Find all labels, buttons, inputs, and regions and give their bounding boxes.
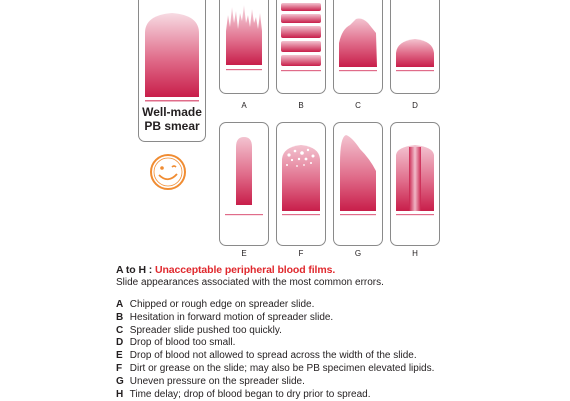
legend-text: Hesitation in forward motion of spreader slide. <box>129 311 334 323</box>
slide-f-letter: F <box>298 249 304 258</box>
legend-item <box>116 312 434 325</box>
well-made-label-line2: PB smear <box>144 119 200 133</box>
legend-text: Uneven pressure on the spreader slide. <box>129 375 305 387</box>
error-legend <box>116 299 434 401</box>
heading <box>116 264 335 276</box>
legend-item <box>116 363 434 376</box>
legend-item <box>116 299 434 312</box>
slide-a-letter: A <box>241 101 247 110</box>
legend-item <box>116 325 434 338</box>
legend-text: Spreader slide pushed too quickly. <box>129 324 282 336</box>
legend-text: Drop of blood too small. <box>129 337 236 349</box>
legend-key: E <box>116 350 123 362</box>
well-made-slide <box>138 0 206 142</box>
heading-subtitle: Slide appearances associated with the most common errors. <box>116 277 384 288</box>
legend-item <box>116 350 434 363</box>
well-made-label <box>139 105 205 133</box>
slide-b <box>276 0 326 94</box>
legend-key: D <box>116 337 124 349</box>
legend-key: A <box>116 299 124 310</box>
legend-item <box>116 389 434 401</box>
slide-h <box>390 122 440 246</box>
slide-c <box>333 0 383 94</box>
legend-text: Chipped or rough edge on spreader slide. <box>129 299 315 310</box>
slide-c-letter: C <box>355 101 361 110</box>
slide-h-letter: H <box>412 249 418 258</box>
slide-a <box>219 0 269 94</box>
slide-b-letter: B <box>298 101 304 110</box>
heading-highlight: Unacceptable peripheral blood films. <box>154 264 336 276</box>
legend-item <box>116 376 434 389</box>
legend-text: Drop of blood not allowed to spread across the width of the slide. <box>129 350 417 362</box>
legend-key: H <box>116 388 124 400</box>
heading-prefix: A to H : <box>116 264 153 276</box>
legend-key: B <box>116 311 124 323</box>
well-made-smear <box>139 0 205 103</box>
legend-text: Dirt or grease on the slide; may also be PB specimen elevated lipids. <box>129 362 435 374</box>
well-made-label-line1: Well-made <box>142 105 202 119</box>
slide-g-letter: G <box>354 249 362 258</box>
slide-d-letter: D <box>412 101 418 110</box>
slide-e-letter: E <box>241 249 247 258</box>
legend-key: F <box>116 362 123 374</box>
slide-d <box>390 0 440 94</box>
slide-g <box>333 122 383 246</box>
slide-f <box>276 122 326 246</box>
legend-text: Time delay; drop of blood began to dry prior to spread. <box>129 388 371 400</box>
slide-e <box>219 122 269 246</box>
legend-item <box>116 337 434 350</box>
legend-key: G <box>116 375 124 387</box>
smiley-face-icon <box>148 152 188 192</box>
legend-key: C <box>116 324 124 336</box>
